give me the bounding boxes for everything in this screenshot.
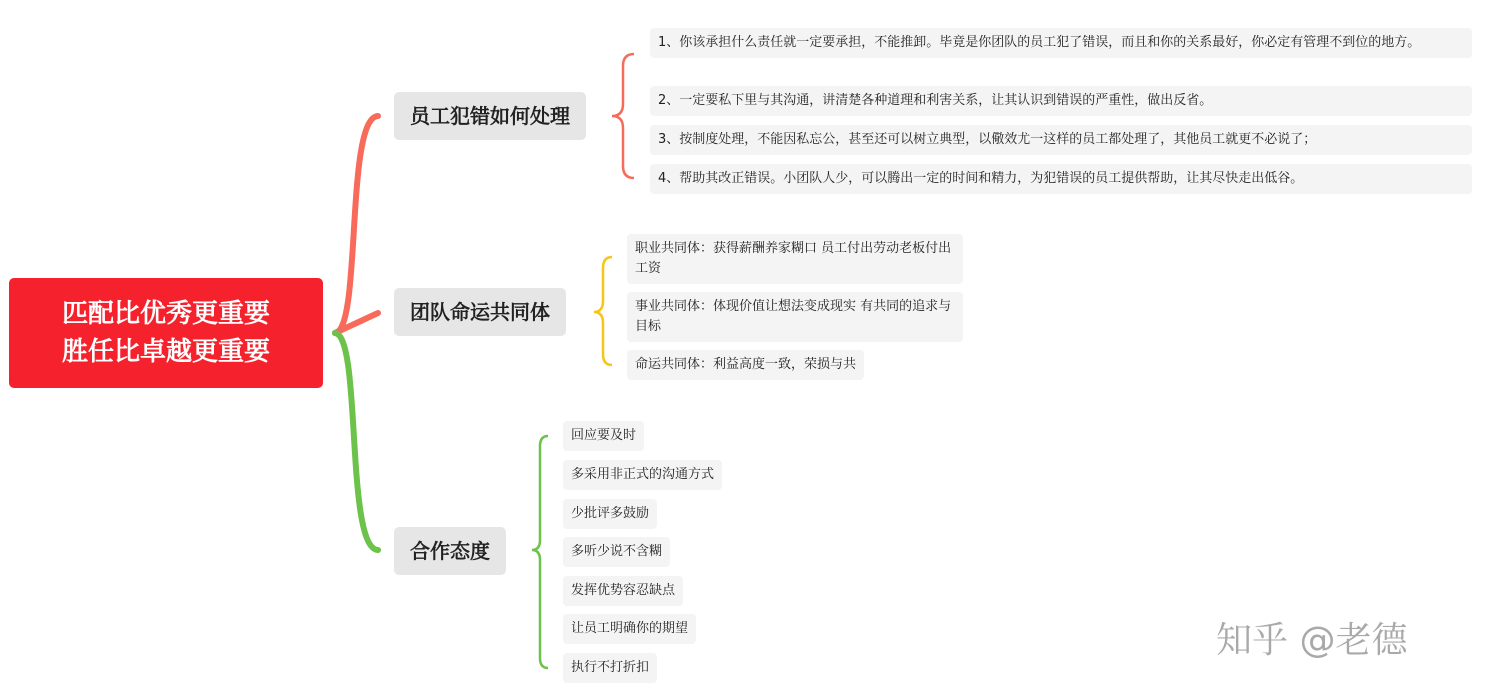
branch-cooperation-attitude[interactable]: 合作态度 (394, 527, 506, 575)
leaf-attitude-1[interactable]: 回应要及时 (563, 421, 644, 451)
leaf-attitude-6[interactable]: 让员工明确你的期望 (563, 614, 696, 644)
root-topic[interactable] (9, 278, 323, 388)
leaf-career-community[interactable]: 职业共同体：获得薪酬养家糊口 员工付出劳动老板付出工资 (627, 234, 963, 284)
leaf-attitude-3[interactable]: 少批评多鼓励 (563, 499, 657, 529)
root-to-branch-1-curve (335, 116, 378, 333)
leaf-business-community[interactable]: 事业共同体：体现价值让想法变成现实 有共同的追求与目标 (627, 292, 963, 342)
leaf-attitude-4[interactable]: 多听少说不含糊 (563, 537, 670, 567)
leaf-mistake-3[interactable]: 3、按制度处理，不能因私忘公，甚至还可以树立典型，以儆效尤一这样的员工都处理了，其他员工就更不必说了； (650, 125, 1472, 155)
branch-3-bracket (532, 436, 548, 668)
leaf-mistake-1[interactable]: 1、你该承担什么责任就一定要承担，不能推卸。毕竟是你团队的员工犯了错误，而且和你的关系最好，你必定有管理不到位的地方。 (650, 28, 1472, 58)
branch-2-bracket (594, 257, 612, 365)
branch-team-community[interactable]: 团队命运共同体 (394, 288, 566, 336)
leaf-mistake-4[interactable]: 4、帮助其改正错误。小团队人少，可以腾出一定的时间和精力，为犯错误的员工提供帮助，让其尽快走出低谷。 (650, 164, 1472, 194)
root-topic-line-1: 匹配比优秀更重要 (61, 299, 270, 329)
branch-employee-mistakes[interactable]: 员工犯错如何处理 (394, 92, 586, 140)
leaf-mistake-2[interactable]: 2、一定要私下里与其沟通，讲清楚各种道理和利害关系，让其认识到错误的严重性，做出反省。 (650, 86, 1472, 116)
branch-1-bracket (612, 54, 634, 178)
leaf-attitude-7[interactable]: 执行不打折扣 (563, 653, 657, 683)
leaf-attitude-5[interactable]: 发挥优势容忍缺点 (563, 576, 683, 606)
root-topic-line-2: 胜任比卓越更重要 (61, 337, 270, 367)
root-to-branch-3-curve (335, 333, 378, 550)
leaf-destiny-community[interactable]: 命运共同体：利益高度一致，荣损与共 (627, 350, 864, 380)
leaf-attitude-2[interactable]: 多采用非正式的沟通方式 (563, 460, 722, 490)
watermark: 知乎 @老德 (1216, 620, 1408, 661)
